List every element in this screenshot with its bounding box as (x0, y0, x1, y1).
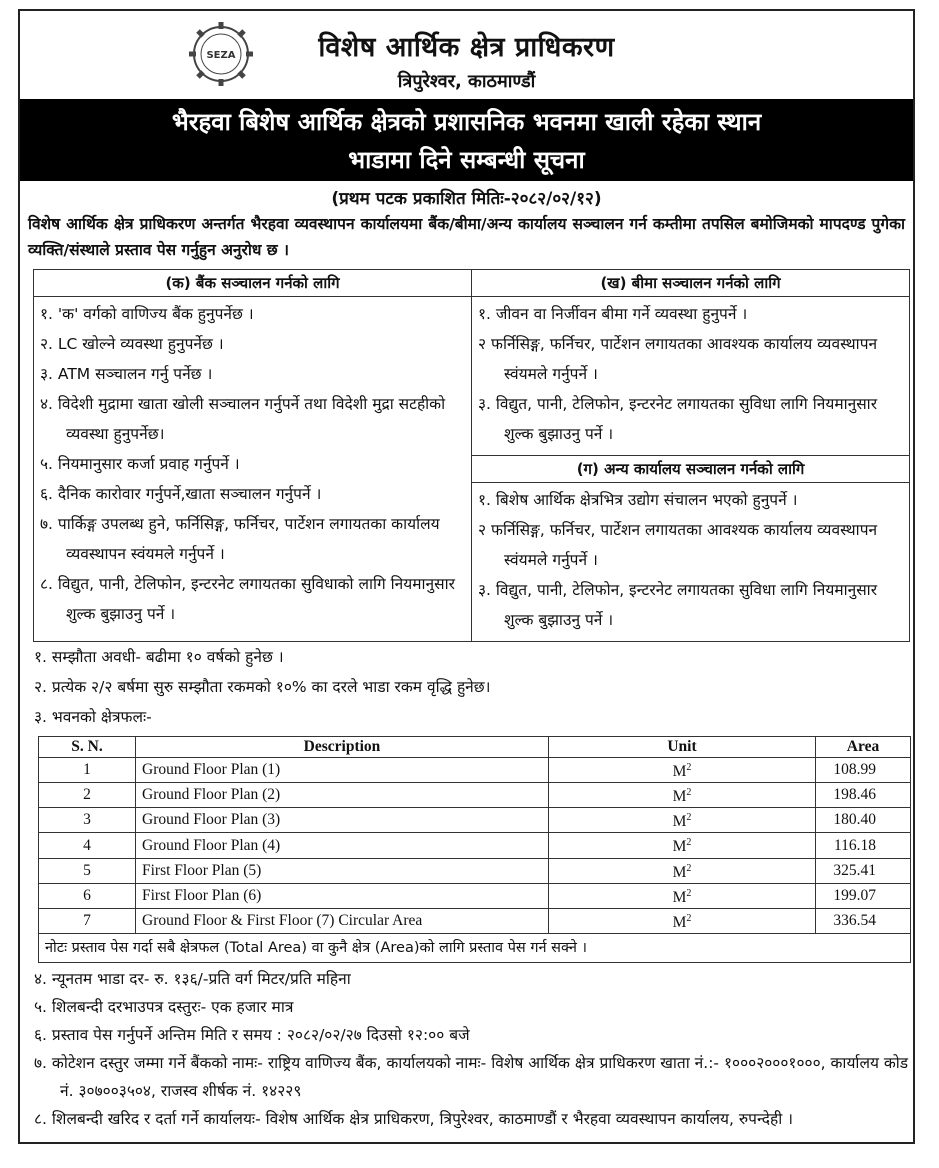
cell-unit (549, 908, 816, 933)
table-header-row (39, 737, 911, 758)
cell-unit (549, 808, 816, 833)
table-note-row (39, 934, 911, 963)
cell-area: 116.18 (816, 833, 911, 858)
insurance-heading: (ख) बीमा सञ्चालन गर्नको लागि (472, 270, 909, 297)
unit-exponent: 2 (686, 812, 692, 824)
col-header-unit: Unit (549, 737, 816, 758)
table-row (39, 833, 911, 858)
logo-text: SEZA (206, 50, 236, 61)
list-item: ८. विद्युत, पानी, टेलिफोन, इन्टरनेट लगायतका सुविधाको लागि नियमानुसार शुल्क बुझाउनु पर्ने । (40, 575, 455, 623)
published-date: (प्रथम पटक प्रकाशित मितिः-२०८२/०२/१२) (331, 189, 602, 209)
notice-page (18, 9, 915, 1144)
list-item: ५. शिलबन्दी दरभाउपत्र दस्तुरः- एक हजार मात्र (34, 998, 294, 1017)
bank-section (34, 270, 471, 641)
cell-sn: 3 (39, 808, 136, 833)
unit-base: M (672, 763, 687, 781)
org-name: विशेष आर्थिक क्षेत्र प्राधिकरण (318, 32, 615, 63)
header (20, 11, 913, 99)
unit-exponent: 2 (686, 787, 692, 799)
list-item: ६. प्रस्ताव पेस गर्नुपर्ने अन्तिम मिति र समय : २०८२/०२/२७ दिउसो १२:०० बजे (34, 1026, 470, 1045)
list-item: ३. विद्युत, पानी, टेलिफोन, इन्टरनेट लगायतका सुविधा लागि नियमानुसार शुल्क बुझाउनु पर्ने । (478, 581, 878, 629)
insurance-other-section (471, 270, 909, 641)
unit-base: M (672, 788, 687, 806)
area-table (38, 736, 911, 963)
cell-unit (549, 758, 816, 783)
cell-sn: 1 (39, 758, 136, 783)
cell-description: First Floor Plan (6) (136, 883, 549, 908)
list-item: १. बिशेष आर्थिक क्षेत्रभित्र उद्योग संचालन भएको हुनुपर्ने । (478, 491, 798, 509)
list-item: २ फर्निसिङ्ग, फर्निचर, पार्टेशन लगायतका आवश्यक कार्यालय व्यवस्थापन स्वंयमले गर्नुपर्ने । (478, 521, 878, 569)
list-item: ४. न्यूनतम भाडा दर- रु. १३६/-प्रति वर्ग मिटर/प्रति महिना (34, 970, 351, 989)
table-row (39, 858, 911, 883)
cell-description: First Floor Plan (5) (136, 858, 549, 883)
unit-exponent: 2 (686, 862, 692, 874)
list-item: ५. नियमानुसार कर्जा प्रवाह गर्नुपर्ने । (40, 455, 240, 473)
table-row (39, 808, 911, 833)
list-item: १. सम्झौता अवधी- बढीमा १० वर्षको हुनेछ । (34, 648, 284, 666)
unit-base: M (672, 838, 687, 856)
unit-base: M (672, 914, 687, 932)
list-item: ३. भवनको क्षेत्रफलः- (34, 708, 152, 726)
other-heading: (ग) अन्य कार्यालय सञ्चालन गर्नको लागि (472, 455, 909, 483)
list-item: ३. ATM सञ्चालन गर्नु पर्नेछ । (40, 365, 213, 383)
criteria-grid (33, 269, 910, 642)
cell-unit (549, 783, 816, 808)
cell-description: Ground Floor Plan (3) (136, 808, 549, 833)
col-header-sn: S. N. (39, 737, 136, 758)
cell-area: 199.07 (816, 883, 911, 908)
table-row (39, 883, 911, 908)
col-header-area: Area (816, 737, 911, 758)
cell-area: 108.99 (816, 758, 911, 783)
cell-area: 180.40 (816, 808, 911, 833)
unit-base: M (672, 813, 687, 831)
list-item: २ फर्निसिङ्ग, फर्निचर, पार्टेशन लगायतका आवश्यक कार्यालय व्यवस्थापन स्वंयमले गर्नुपर्ने । (478, 335, 878, 383)
unit-base: M (672, 888, 687, 906)
table-row (39, 908, 911, 933)
unit-exponent: 2 (686, 837, 692, 849)
bank-list (34, 297, 471, 635)
cell-sn: 5 (39, 858, 136, 883)
unit-exponent: 2 (686, 762, 692, 773)
list-item: २. प्रत्येक २/२ बर्षमा सुरु सम्झौता रकमको १०% का दरले भाडा रकम वृद्धि हुनेछ। (34, 678, 491, 696)
list-item: २. LC खोल्ने व्यवस्था हुनुपर्नेछ । (40, 335, 224, 353)
cell-area: 336.54 (816, 908, 911, 933)
table-row (39, 783, 911, 808)
list-item: ८. शिलबन्दी खरिद र दर्ता गर्ने कार्यालयः- विशेष आर्थिक क्षेत्र प्राधिकरण, त्रिपुरेश्वर, काठमाण्डौं र भैरहवा व्यवस्थापन कार्यालय, रुपन्देही । (34, 1110, 794, 1129)
table-note: नोटः प्रस्ताव पेस गर्दा सबै क्षेत्रफल (Total Area) वा कुनै क्षेत्र (Area)को लागि प्रस्ताव पेस गर्न सक्ने । (39, 934, 911, 963)
table-row (39, 758, 911, 783)
bank-heading: (क) बैंक सञ्चालन गर्नको लागि (34, 270, 471, 297)
list-item: ७. कोटेशन दस्तुर जम्मा गर्ने बैंकको नामः- राष्ट्रिय वाणिज्य बैंक, कार्यालयको नामः- विशेष आर्थिक क्षेत्र प्राधिकरण खाता नं.:- १०००२०००१०००, कार्यालय कोड नं. ३०७००३५०४, राजस्व शीर्षक नं. १४२२९ (34, 1054, 909, 1101)
cell-unit (549, 858, 816, 883)
cell-sn: 7 (39, 908, 136, 933)
cell-unit (549, 883, 816, 908)
unit-exponent: 2 (686, 912, 692, 924)
col-header-description: Description (136, 737, 549, 758)
unit-base: M (672, 863, 687, 881)
list-item: ६. दैनिक कारोवार गर्नुपर्ने,खाता सञ्चालन गर्नुपर्ने । (40, 485, 322, 503)
intro-paragraph: विशेष आर्थिक क्षेत्र प्राधिकरण अन्तर्गत भैरहवा व्यवस्थापन कार्यालयमा बैंक/बीमा/अन्य कार्यालय सञ्चालन गर्न कम्तीमा तपसिल बमोजिमको मापदण्ड पुगेका व्यक्ति/संस्थाले प्रस्ताव पेस गर्नुहुन अनुरोध छ । (28, 215, 905, 259)
cell-sn: 6 (39, 883, 136, 908)
title-banner (20, 99, 913, 181)
cell-description: Ground Floor Plan (2) (136, 783, 549, 808)
terms-list (20, 642, 913, 732)
other-list (472, 483, 909, 641)
list-item: ३. विद्युत, पानी, टेलिफोन, इन्टरनेट लगायतका सुविधा लागि नियमानुसार शुल्क बुझाउनु पर्ने । (478, 395, 878, 443)
title-line-2: भाडामा दिने सम्बन्धी सूचना (348, 146, 585, 174)
cell-sn: 4 (39, 833, 136, 858)
title-line-1: भैरहवा बिशेष आर्थिक क्षेत्रको प्रशासनिक भवनमा खाली रहेका स्थान (171, 108, 762, 136)
cell-unit (549, 833, 816, 858)
cell-area: 198.46 (816, 783, 911, 808)
cell-description: Ground Floor Plan (4) (136, 833, 549, 858)
cell-area: 325.41 (816, 858, 911, 883)
list-item: १. जीवन वा निर्जीवन बीमा गर्ने व्यवस्था हुनुपर्ने । (478, 305, 748, 323)
unit-exponent: 2 (686, 887, 692, 899)
org-address: त्रिपुरेश्वर, काठमाण्डौं (397, 71, 536, 92)
insurance-list (472, 297, 909, 455)
cell-description: Ground Floor Plan (1) (136, 758, 549, 783)
table-body (39, 758, 911, 934)
list-item: १. 'क' वर्गको वाणिज्य बैंक हुनुपर्नेछ । (40, 305, 254, 323)
cell-sn: 2 (39, 783, 136, 808)
list-item: ४. विदेशी मुद्रामा खाता खोली सञ्चालन गर्नुपर्ने तथा विदेशी मुद्रा सटहीको व्यवस्था हुनुपर्नेछ। (40, 395, 446, 443)
lower-list (20, 963, 913, 1133)
list-item: ७. पार्किङ्ग उपलब्ध हुने, फर्निसिङ्ग, फर्निचर, पार्टेशन लगायतका कार्यालय व्यवस्थापन स्वंयमले गर्नुपर्ने । (40, 515, 440, 563)
cell-description: Ground Floor & First Floor (7) Circular Area (136, 908, 549, 933)
